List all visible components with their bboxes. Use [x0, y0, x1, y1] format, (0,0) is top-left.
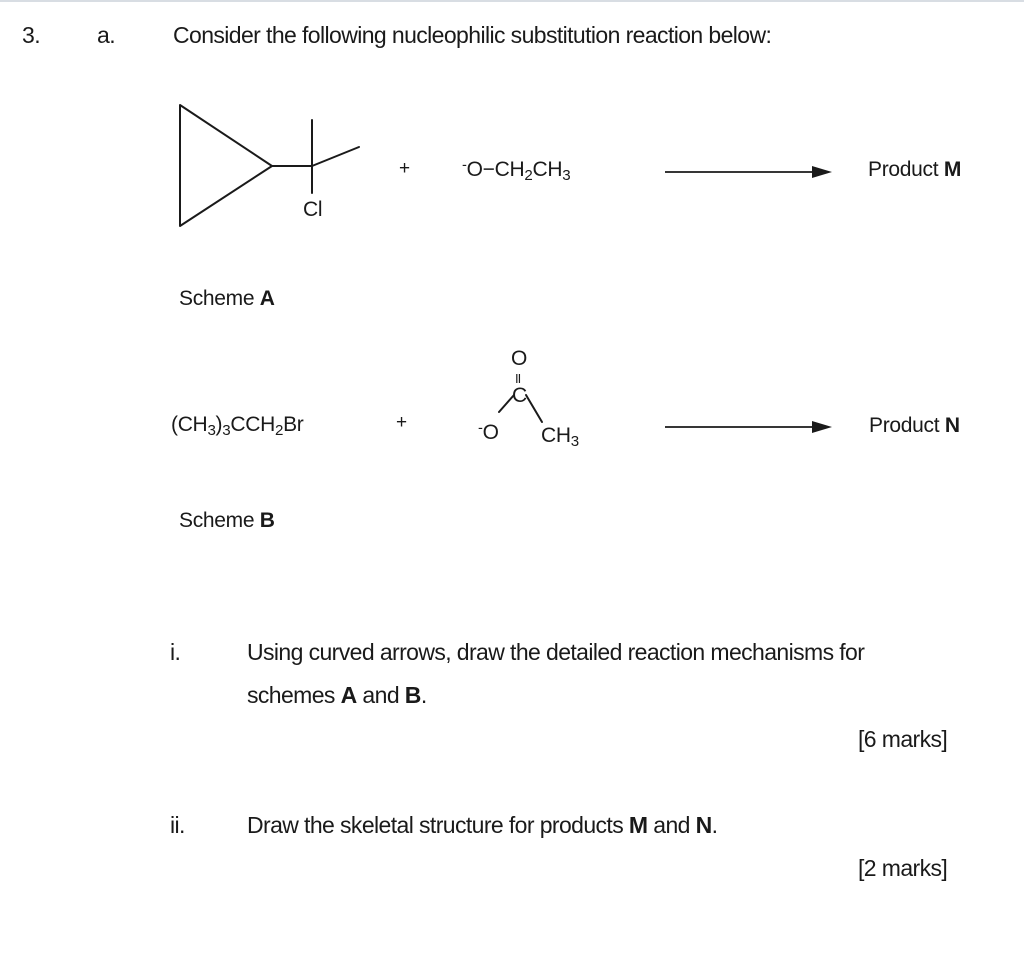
- subquestion-i-line2: schemes A and B.: [247, 682, 427, 708]
- ethoxide-ch3: CH: [532, 158, 563, 181]
- reaction-arrow-a-head: [812, 166, 832, 178]
- cyclopropane-ring: [180, 105, 272, 226]
- scheme-b-plus: +: [396, 412, 407, 433]
- scheme-a-plus: +: [399, 158, 410, 179]
- reaction-arrow-b-head: [812, 421, 832, 433]
- ethoxide-nucleophile: $^-O-CH_2CH_3$: [462, 157, 571, 184]
- acetate-carbon: C: [512, 384, 527, 407]
- product-n-label: Product N: [869, 414, 960, 437]
- question-prompt: Consider the following nucleophilic substitution reaction below:: [173, 22, 772, 48]
- question-part: a.: [97, 22, 115, 48]
- ethoxide-charge: -: [462, 157, 467, 174]
- scheme-a-label: Scheme A: [179, 287, 275, 310]
- acetate-methyl: $CH_3$: [541, 424, 579, 450]
- scheme-b-label: Scheme B: [179, 509, 275, 532]
- acetate-anion-oxygen: -O: [478, 420, 499, 444]
- subquestion-i-marks: [6 marks]: [858, 726, 948, 752]
- product-m-label: Product M: [868, 158, 962, 181]
- subquestion-ii-numeral: ii.: [170, 812, 185, 838]
- ethoxide-ch2: CH: [494, 158, 525, 181]
- neopentyl-bromide-substrate: $(CH_3)_3CCH_2Br$: [171, 413, 304, 439]
- ethyl-bond: [312, 147, 359, 166]
- ethoxide-oxygen: O: [466, 158, 483, 181]
- acetate-double-bond: II: [515, 371, 521, 386]
- subquestion-i-numeral: i.: [170, 639, 181, 665]
- subquestion-ii-text: Draw the skeletal structure for products M and N.: [247, 812, 718, 838]
- subquestion-ii-marks: [2 marks]: [858, 855, 948, 881]
- chloro-substituent-label: Cl: [303, 198, 323, 221]
- c-methyl-bond: [526, 395, 542, 422]
- question-number: 3.: [22, 22, 40, 48]
- acetate-carbonyl-oxygen: O: [511, 347, 528, 370]
- subquestion-i-line1: Using curved arrows, draw the detailed reaction mechanisms for: [247, 639, 865, 665]
- ethoxide-bond: −: [482, 158, 495, 181]
